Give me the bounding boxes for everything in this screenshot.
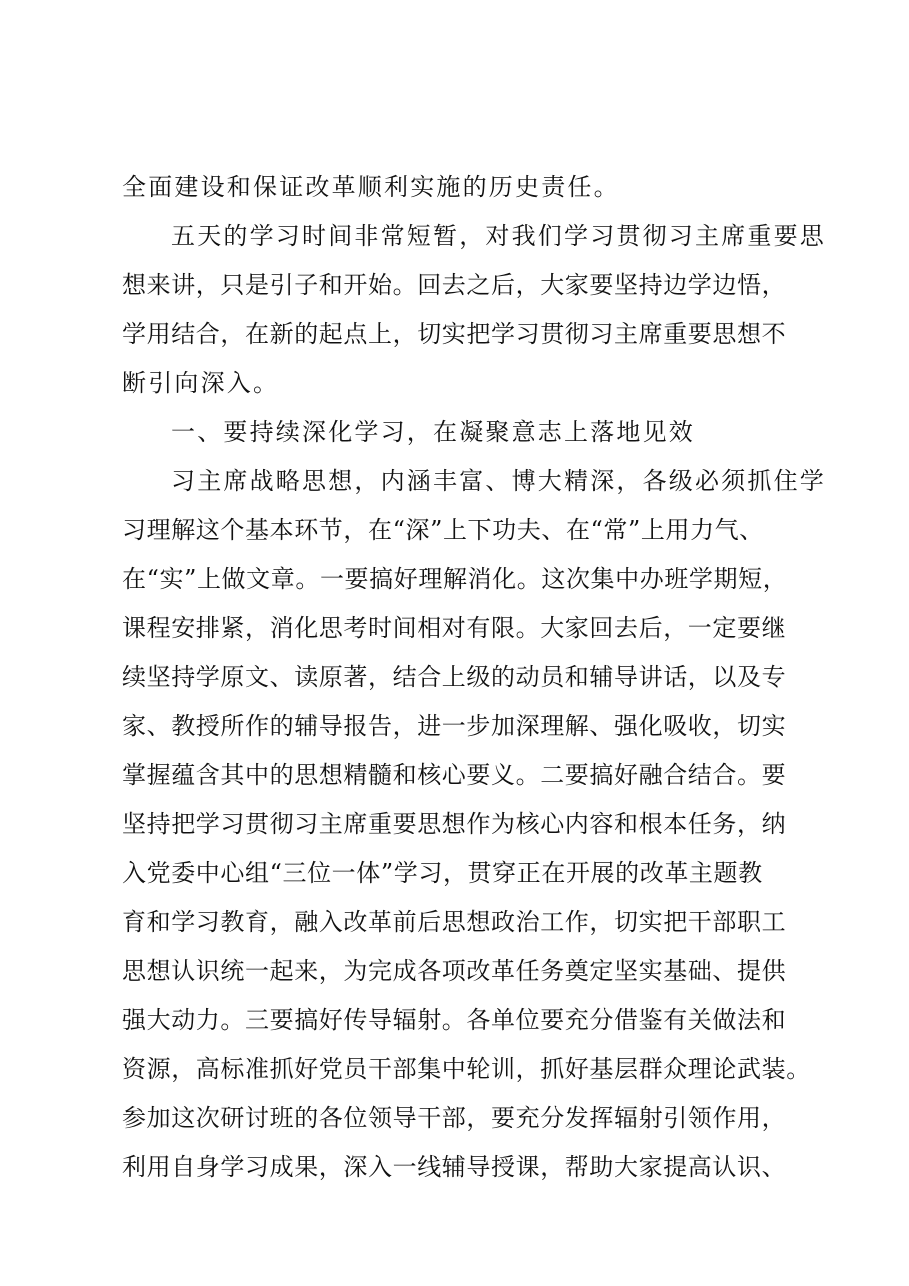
text-line: 断引向深入。 xyxy=(122,369,280,397)
document-body xyxy=(122,163,826,1192)
text-line: 想来讲，只是引子和开始。回去之后，大家要坚持边学边悟， xyxy=(122,271,787,299)
text-line: 思想认识统一起来，为完成各项改革任务奠定坚实基础、提供 xyxy=(122,957,787,985)
text-line: 利用自身学习成果，深入一线辅导授课，帮助大家提高认识、 xyxy=(122,1153,787,1181)
text-line: 全面建设和保证改革顺利实施的历史责任。 xyxy=(122,173,620,201)
text-line: 坚持把学习贯彻习主席重要思想作为核心内容和根本任务，纳 xyxy=(122,810,787,838)
text-line: 参加这次研讨班的各位领导干部，要充分发挥辐射引领作用， xyxy=(122,1104,787,1132)
text-line: 强大动力。三要搞好传导辐射。各单位要充分借鉴有关做法和 xyxy=(122,1006,787,1034)
text-line: 资源，高标准抓好党员干部集中轮训，抓好基层群众理论武装。 xyxy=(122,1055,811,1083)
text-line: 入党委中心组“三位一体”学习，贯穿正在开展的改革主题教 xyxy=(122,859,763,887)
text-line: 在“实”上做文章。一要搞好理解消化。这次集中办班学期短， xyxy=(122,565,788,593)
text-line: 家、教授所作的辅导报告，进一步加深理解、强化吸收，切实 xyxy=(122,712,787,740)
text-line: 课程安排紧，消化思考时间相对有限。大家回去后，一定要继 xyxy=(122,614,787,642)
text-line: 学用结合，在新的起点上，切实把学习贯彻习主席重要思想不 xyxy=(122,320,787,348)
text-line: 掌握蕴含其中的思想精髓和核心要义。二要搞好融合结合。要 xyxy=(122,761,787,789)
text-line: 习理解这个基本环节，在“深”上下功夫、在“常”上用力气、 xyxy=(122,516,764,544)
text-line: 续坚持学原文、读原著，结合上级的动员和辅导讲话，以及专 xyxy=(122,663,787,691)
text-line: 五天的学习时间非常短暂，对我们学习贯彻习主席重要思 xyxy=(171,222,826,250)
section-heading: 一、要持续深化学习，在凝聚意志上落地见效 xyxy=(171,418,695,446)
text-line: 习主席战略思想，内涵丰富、博大精深，各级必须抓住学 xyxy=(171,467,826,495)
text-line: 育和学习教育，融入改革前后思想政治工作，切实把干部职工 xyxy=(122,908,787,936)
